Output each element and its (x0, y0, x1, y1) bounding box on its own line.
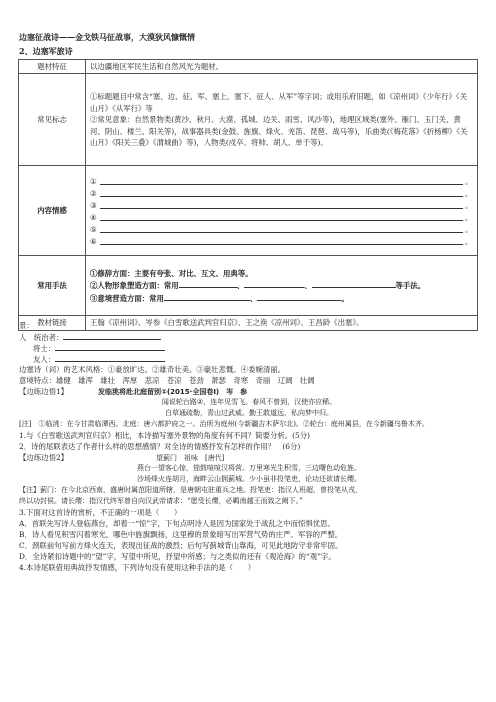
technique-label: 常用手法 (19, 256, 86, 316)
exercise-body (19, 320, 479, 573)
row-technique (19, 256, 478, 316)
poem-2-note-1: 【注】蓟门：在今北京西南，盛唐时属范阳道所辖，是唐朝屯驻重兵之地。投笔吏：指汉人班超，曾投笔从戎， (19, 485, 362, 494)
option-d: D．全诗紧扣诗题中的“望”字，写望中所见，抒望中所感；与之类似的还有《观沧海》的“观”字。 (19, 551, 336, 561)
subsection-title: 2、边塞军旅诗 (19, 46, 73, 56)
signs-value (86, 74, 478, 166)
emotion-label: 内容情感 (19, 166, 86, 256)
technique-rhetoric: ①修辞方面：主要有夸张、对比、互文、用典等。 (90, 268, 253, 278)
mood-traits: 意境特点：雄健 雄浑 雄壮 浑厚 悲凉 苍凉 苍劲 萧瑟 奇寒 奇丽 辽阔 壮阔 (19, 376, 315, 385)
poem-2-line-1: 燕台一望客心惊，笳鼓喧喧汉将营。万里寒光生积雪，三边曙色动危旌。 (137, 463, 361, 472)
drill-2-header: 【边练边悟2】 望蓟门 祖咏 [唐代] (19, 452, 225, 462)
technique-character: ②人物形象塑造方面：常用 、 、 等手法。 (90, 281, 426, 291)
blank[interactable] (312, 279, 396, 288)
emotion-blank-6[interactable]: ⑥ 。 (90, 236, 473, 246)
signs-point-2: ②常见意象：自然景物类(黄沙、秋月、大漠、孤城、边关、雨雪、风沙等)，地理区域类(塞外、雁门、玉门关、黄河、阴山、楼兰、阳关等)，战事器具类(金鼓、旌旗、烽火、羌笛、琵琶、战马等)，乐曲类(《梅花落》《折杨柳》《关山月》《阳关三叠》《渭城曲》等)，人物类(戍卒、将帅、胡人、单于等)。 (90, 115, 468, 148)
poem-1-note: [注] ①临洮：在今甘肃临潭西。北庭：唐六都护府之一。治所为庭州(今新疆吉木萨尔北)。②轮台：庭州属县，在今新疆乌鲁木齐。 (19, 420, 429, 428)
blank[interactable] (55, 353, 165, 362)
row-theme (19, 60, 478, 74)
ruler-line: 人 统治者： (19, 331, 479, 342)
emotion-blanks (86, 166, 478, 256)
blank[interactable] (244, 279, 304, 288)
theme-value: 以边疆地区军民生活和自然风光为题材。 (86, 60, 478, 74)
question-3: 3.下面对这首诗的赏析，不正确的一项是（ ） (19, 507, 182, 517)
emotion-blank-5[interactable]: ⑤ 。 (90, 224, 473, 234)
textbook-value: 王翰《凉州词》、岑参《白雪歌送武判官归京》、王之涣《凉州词》、王昌龄《出塞》。 (86, 316, 478, 330)
emotion-blank-1[interactable]: ① 。 (90, 176, 473, 186)
textbook-label: 教材链接 (19, 316, 86, 330)
blank[interactable] (63, 331, 161, 340)
poem-1-line-1: 闻说轮台路②，连年见雪飞。春风不曾到，汉使亦应稀。 (161, 398, 337, 406)
emotion-blank-3[interactable]: ③ 。 (90, 200, 473, 210)
blank[interactable] (257, 292, 341, 301)
option-c: C．颈联前句写前方烽火连天，表现出征战的激烈；后句写蓟城背山靠海，可见此地防守非常牢固。 (19, 540, 343, 550)
poem-2-line-2: 沙场烽火连胡月，海畔云山拥蓟城。少小虽非投笔吏，论功还欲请长缨。 (137, 474, 361, 483)
summary-table (18, 59, 478, 331)
blank[interactable] (179, 279, 237, 288)
friend-line: 友人： (19, 353, 479, 364)
option-a: A．首联先写诗人登临燕台，却着一“惊”字，下句点明诗人是因为国家处于战乱之中而惊惧忧思。 (19, 518, 335, 528)
emotion-blank-2[interactable]: ② 。 (90, 188, 473, 198)
question-4: 4.本诗尾联借用典故抒发情感，下列诗句没有使用这种手法的是（ ） (19, 562, 256, 572)
blank[interactable] (164, 292, 250, 301)
drill-1-header: 【边练边悟1】 发临洮将赴北庭留别①(2015·全国卷Ⅰ) 岑 参 (19, 387, 248, 396)
technique-mood: ③意境营造方面：常用 、 。 (90, 293, 349, 303)
question-2: 2．诗的尾联表达了作者什么样的思想感情？对全诗的情感抒发有怎样的作用？ (6分) (19, 441, 301, 451)
row-signs (19, 74, 478, 166)
emotion-blank-4[interactable]: ④ 。 (90, 212, 473, 222)
art-style: 边塞诗（词）的艺术风格：①豪放旷达。②雄奇壮美。③豪壮悲慨。④委婉清丽。 (19, 365, 286, 374)
general-line: 将士： (19, 342, 479, 353)
poem-2-note-2: 终以功封侯。请长缨：指汉代终军曾自向汉武帝请求：“愿受长缨，必羁南越王而致之阙下。” (19, 496, 303, 505)
poem-1-line-2: 白草通疏勒，青山过武威。勤王敢道远，私向梦中归。 (165, 409, 333, 417)
signs-label: 常见标志 (19, 74, 86, 166)
section-title: 边塞征战诗——金戈铁马征战事，大漠狄风慷慨情 (19, 32, 195, 42)
fragment-line: 景： (19, 321, 34, 330)
question-1: 1.与《白雪歌送武判官归京》相比，本诗描写塞外景物的角度有何不同？简要分析。(5分) (19, 430, 310, 440)
signs-point-1: ①标题题目中常含“塞、边、征、军、塞上、塞下、征人、从军”等字词；或用乐府旧题，如《凉州词》《少年行》《关山月》《从军行》等 (90, 92, 468, 113)
row-emotion (19, 166, 478, 256)
technique-value (86, 256, 478, 316)
theme-label: 题材特征 (19, 60, 86, 74)
option-b: B．诗人看见积雪闪着寒光，哪色中旌旗飘扬，这里穆的景象暗写出军营气势的庄严、军容的严整。 (19, 529, 343, 539)
blank[interactable] (55, 342, 165, 351)
